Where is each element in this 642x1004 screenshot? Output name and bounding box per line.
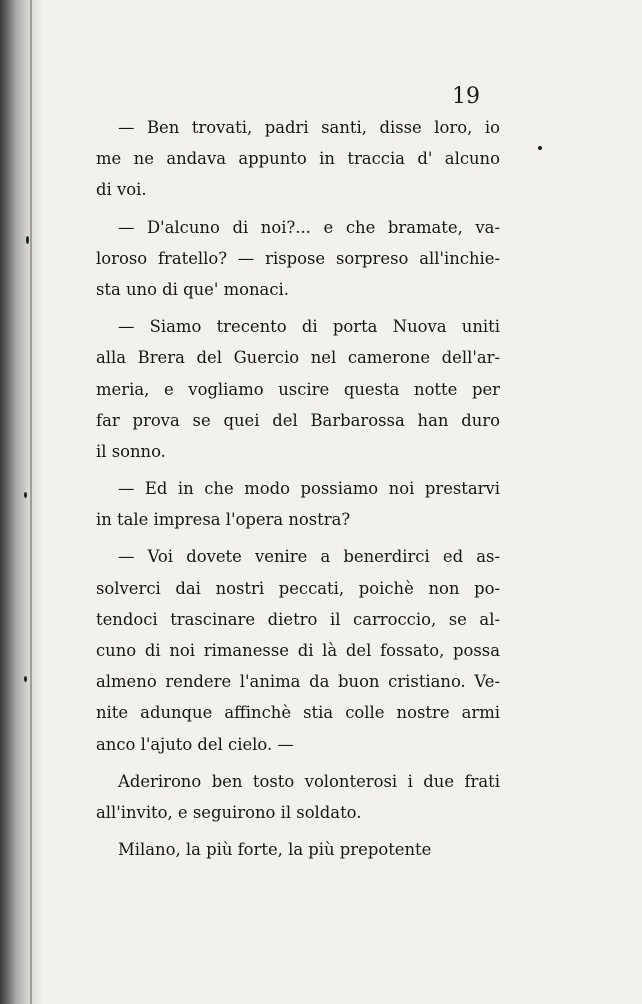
paragraph [96, 473, 500, 535]
text-line: tendoci trascinare dietro il carroccio, se al- [96, 609, 500, 629]
text-line: — Voi dovete venire a benerdirci ed as- [118, 547, 500, 567]
paragraph [96, 541, 500, 759]
body-text [96, 112, 500, 871]
paragraph [96, 834, 500, 865]
text-line: all'invito, e seguirono il soldato. [96, 802, 362, 822]
paragraph [96, 212, 500, 306]
text-line: solverci dai nostri peccati, poichè non po- [96, 578, 500, 598]
text-line: alla Brera del Guercio nel camerone dell'ar- [96, 348, 500, 368]
text-line: loroso fratello? — rispose sorpreso all'inchie- [96, 248, 500, 268]
book-spine-shadow [0, 0, 42, 1004]
ink-speck [26, 236, 29, 244]
text-line: Milano, la più forte, la più prepotente [118, 840, 432, 860]
text-line: — Siamo trecento di porta Nuova uniti [118, 317, 500, 337]
ink-speck [24, 492, 27, 498]
text-line: Aderirono ben tosto volonterosi i due frati [118, 771, 500, 791]
text-line: — Ben trovati, padri santi, disse loro, io [118, 118, 500, 137]
text-line: almeno rendere l'anima da buon cristiano. Ve- [96, 672, 500, 692]
text-line: — D'alcuno di noi?... e che bramate, va- [118, 217, 500, 237]
paragraph [96, 766, 500, 828]
text-line: meria, e vogliamo uscire questa notte per [96, 379, 500, 399]
text-line: sta uno di que' monaci. [96, 279, 289, 299]
text-line: far prova se quei del Barbarossa han duro [96, 410, 500, 430]
ink-speck [24, 676, 27, 682]
text-line: — Ed in che modo possiamo noi prestarvi [118, 479, 500, 499]
page-number: 19 [452, 84, 480, 109]
binding-edge [30, 0, 32, 1004]
text-line: di voi. [96, 180, 147, 200]
text-line: nite adunque affinchè stia colle nostre armi [96, 703, 500, 723]
text-line: anco l'ajuto del cielo. — [96, 734, 294, 754]
text-line: il sonno. [96, 441, 166, 461]
text-line: in tale impresa l'opera nostra? [96, 510, 351, 530]
paragraph [96, 311, 500, 467]
paragraph [96, 112, 500, 206]
ink-speck [538, 146, 542, 150]
text-line: me ne andava appunto in traccia d' alcuno [96, 149, 500, 169]
text-line: cuno di noi rimanesse di là del fossato, possa [96, 641, 500, 660]
